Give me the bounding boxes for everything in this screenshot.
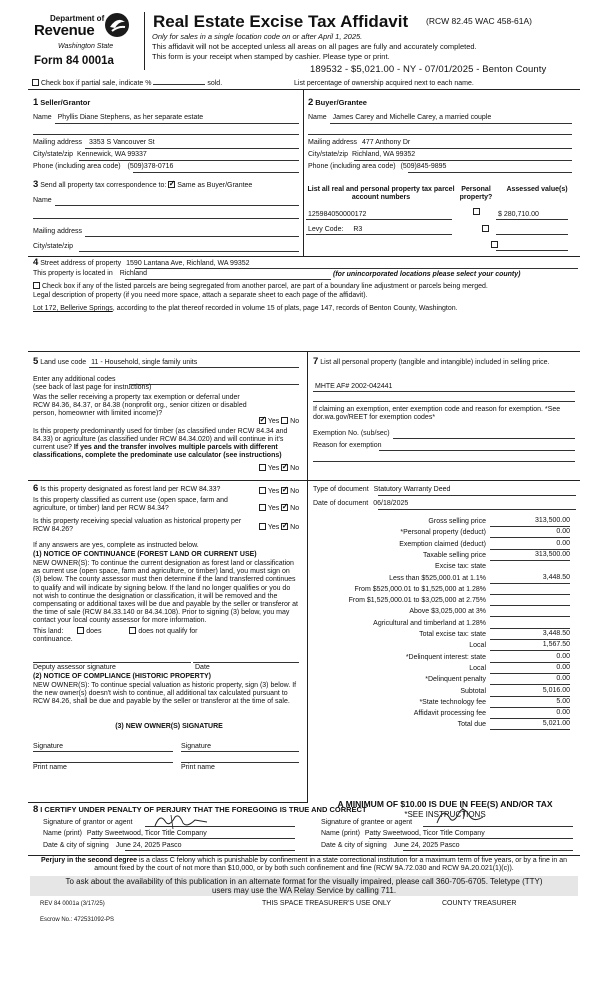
assessed-line-2 xyxy=(496,234,568,235)
tax-row-value[interactable]: 0.00 xyxy=(490,664,570,674)
new-owner-print-field-2[interactable] xyxy=(181,762,299,763)
rev-label: REV 84 0001a (3/17/25) xyxy=(40,901,105,907)
parcel-table xyxy=(306,186,576,256)
new-owner-signature-label-1: Signature xyxy=(33,743,63,750)
personal-property-col-header: Personal property? xyxy=(459,186,493,202)
tax-row-label: Subtotal xyxy=(460,687,486,695)
buyer-name-label: Name xyxy=(308,114,327,121)
located-row xyxy=(33,270,147,278)
tax-row-label: Agricultural and timberland at 1.28% xyxy=(373,619,486,627)
located-line xyxy=(125,279,331,280)
personal-property-checkbox-1[interactable] xyxy=(473,208,480,215)
partial-sale-label: Check box if partial sale, indicate % xyxy=(40,80,152,87)
additional-codes-note: (see back of last page for instructions) xyxy=(33,384,152,391)
grantee-date-field[interactable]: June 24, 2025 Pasco xyxy=(393,842,460,849)
dept-line2: Revenue xyxy=(34,22,95,39)
ownership-percent-note: List percentage of ownership acquired next to each name. xyxy=(294,80,474,87)
tax-row-label: Exemption claimed (deduct) xyxy=(399,540,486,548)
seller-name-label: Name xyxy=(33,114,52,121)
exemption-question: Was the seller receiving a property tax exemption or deferral under RCW 84.36, 84.37, or 84.38 (nonprofit org., senior citizen or disabled person, homeowner with limited income)? xyxy=(33,394,247,418)
timber-question xyxy=(33,428,305,460)
document-type-label: Type of document xyxy=(313,486,369,493)
located-note: (for unincorporated locations please select your county) xyxy=(333,271,521,278)
seller-phone-row xyxy=(33,163,173,171)
forest-q3-yes-checkbox[interactable] xyxy=(259,523,266,530)
forest-q1-yes-no xyxy=(259,487,299,496)
header-divider xyxy=(144,12,145,70)
buyer-name-row xyxy=(308,114,491,122)
correspondence-mail-label: Mailing address xyxy=(33,228,83,235)
forest-q2-yes-checkbox[interactable] xyxy=(259,504,266,511)
new-owner-signature-field-2[interactable] xyxy=(181,751,299,752)
assessed-line-3 xyxy=(496,250,568,251)
section5-top-rule xyxy=(28,351,580,352)
seller-phone-label: Phone (including area code) xyxy=(33,163,121,170)
header-bottom-rule xyxy=(28,89,580,90)
forest-q3: Is this property receiving special valuation as historical property per RCW 84.26? xyxy=(33,518,242,534)
segregated-row xyxy=(33,282,488,291)
buyer-mail-row xyxy=(308,139,410,147)
buyer-name-line-2 xyxy=(308,134,572,135)
buyer-city-field[interactable]: Richland, WA 99352 xyxy=(352,151,416,158)
tax-row-value[interactable]: 0.00 xyxy=(490,709,570,719)
certify-number: 8 xyxy=(33,804,39,815)
personal-property-label: List all personal property (tangible and intangible) included in selling price. xyxy=(320,359,550,366)
street-label: Street address of property xyxy=(40,260,122,267)
revenue-logo-icon xyxy=(104,12,130,38)
street-line xyxy=(135,268,578,269)
new-owner-print-field-1[interactable] xyxy=(33,762,173,763)
document-type-line xyxy=(378,495,576,496)
tax-row-value[interactable] xyxy=(490,607,570,617)
header-note-2: This affidavit will not be accepted unless all areas on all pages are fully and accurately completed. xyxy=(152,42,477,51)
parcel-line-2 xyxy=(306,234,452,235)
seller-mail-line xyxy=(85,148,299,149)
land-use-line xyxy=(89,367,299,368)
grantee-date-row xyxy=(321,842,460,850)
does-checkbox[interactable] xyxy=(77,627,84,634)
grantee-name-field[interactable]: Patty Sweetwood, Ticor Title Company xyxy=(364,830,485,837)
tax-row-value[interactable]: 5,016.00 xyxy=(490,687,570,697)
forest-if-yes: If any answers are yes, complete as instructed below. xyxy=(33,542,199,549)
certify-text: I CERTIFY UNDER PENALTY OF PERJURY THAT THE FOREGOING IS TRUE AND CORRECT xyxy=(40,805,367,814)
header xyxy=(28,10,600,90)
perjury-bold: Perjury in the second degree xyxy=(40,857,138,864)
seller-name-row xyxy=(33,114,299,122)
tax-row-value[interactable]: 313,500.00 xyxy=(490,551,570,561)
dept-line3: Washington State xyxy=(58,43,114,50)
seller-name-line xyxy=(55,123,299,124)
tax-row-value[interactable]: 1,567.50 xyxy=(490,641,570,651)
grantee-signature-label: Signature of grantee or agent xyxy=(321,819,413,826)
forest-q2-yes-no xyxy=(259,504,299,513)
tax-row-label: Local xyxy=(469,642,486,650)
tax-row-label: Affidavit processing fee xyxy=(413,710,486,718)
header-note-1: Only for sales in a single location code on or after April 1, 2025. xyxy=(152,32,363,41)
property-number: 4 xyxy=(33,257,39,268)
new-owner-signature-heading: (3) NEW OWNER(S) SIGNATURE xyxy=(115,723,223,730)
personal-property-checkbox-2[interactable] xyxy=(482,225,489,232)
personal-property-line xyxy=(313,391,575,392)
grantee-date-label: Date & city of signing xyxy=(321,842,387,849)
compliance-heading: (2) NOTICE OF COMPLIANCE (HISTORIC PROPERTY) xyxy=(33,673,211,680)
legal-description-label: Legal description of property (if you need more space, attach a separate sheet to each page of the affidavit). xyxy=(33,292,368,299)
continuance-label: continuance. xyxy=(33,636,73,643)
buyer-mail-field[interactable]: 477 Anthony Dr xyxy=(361,139,411,146)
personal-property-checkbox-3[interactable] xyxy=(491,241,498,248)
partial-sold-label: sold. xyxy=(207,80,223,87)
recording-stamp: 189532 - $5,021.00 - NY - 07/01/2025 - Benton County xyxy=(310,64,547,75)
tax-row-label: Less than $525,000.01 at 1.1% xyxy=(389,574,486,582)
personal-property-field[interactable]: MHTE AF# 2002-042441 xyxy=(315,383,393,390)
segregated-label: Check box if any of the listed parcels are being segregated from another parcel, are part of a boundary line adjustment or parcels being merged. xyxy=(41,283,488,290)
footer-top-rule xyxy=(28,855,580,856)
certify-section xyxy=(33,805,578,855)
exemption-number-label: Exemption No. (sub/sec) xyxy=(313,430,390,437)
forest-q2-no-label: No xyxy=(290,505,300,512)
tax-row-label: From $525,000.01 to $1,525,000 at 1.28% xyxy=(354,585,486,593)
section6-top-rule xyxy=(28,480,580,481)
same-as-buyer-checkbox[interactable] xyxy=(168,181,175,188)
correspondence-label: Send all property tax correspondence to: xyxy=(40,182,167,189)
forest-q1-yes-label: Yes xyxy=(267,488,280,495)
forest-q2: Is this property classified as current use (open space, farm and agriculture, or timber) land per RCW 84.34? xyxy=(33,497,228,513)
buyer-heading xyxy=(308,98,367,109)
seller-heading xyxy=(33,98,90,109)
assessed-value-1[interactable]: $ 280,710.00 xyxy=(498,211,539,218)
buyer-city-row xyxy=(308,151,415,159)
exemption-no-label: No xyxy=(290,418,300,425)
forest-q2-yes-label: Yes xyxy=(267,505,280,512)
property-section xyxy=(33,258,578,316)
this-land-row xyxy=(33,627,198,636)
timber-no-label: No xyxy=(290,465,300,472)
tax-row-value[interactable]: 0.00 xyxy=(490,540,570,550)
alt-format-note: To ask about the availability of this publication in an alternate format for the visually impaired, please call 360-705-6705. Teletype (TTY) users may use the WA Relay Service by calling 711. xyxy=(30,876,578,896)
new-owner-signature-field-1[interactable] xyxy=(33,751,173,752)
buyer-name-field[interactable]: James Carey and Michelle Carey, a married couple xyxy=(332,114,492,121)
seller-name-field[interactable]: Phyllis Diane Stephens, as her separate estate xyxy=(57,114,204,121)
partial-percent-field[interactable] xyxy=(153,77,205,85)
personal-property-heading xyxy=(313,357,575,368)
levy-row xyxy=(308,226,362,234)
buyer-name-line xyxy=(330,123,572,124)
form-title: Real Estate Excise Tax Affidavit xyxy=(153,12,409,31)
levy-code-field[interactable]: R3 xyxy=(353,226,363,233)
parcel-line-1 xyxy=(306,219,452,220)
tax-row-label: *Delinquent interest: state xyxy=(405,653,486,661)
perjury-rest: is a class C felony which is punishable by confinement in a state correctional institution for a maximum term of five years, or by a fine in an amount fixed by the court of not more than $10,000, or by both such confinement and fine (RCW 9A.72.030 and RCW 9A.20.021(1)(c)). xyxy=(94,857,567,873)
tax-row-value[interactable] xyxy=(490,619,570,629)
document-type-row xyxy=(313,486,450,494)
does-not-label: does not qualify for xyxy=(138,628,198,635)
buyer-phone-field[interactable]: (509)845-9895 xyxy=(400,163,447,170)
deputy-signature-label: Deputy assessor signature xyxy=(33,664,116,671)
grantee-name-line xyxy=(369,838,573,839)
document-type-field[interactable]: Statutory Warranty Deed xyxy=(373,486,451,493)
seller-city-field[interactable]: Kennewick, WA 99337 xyxy=(77,151,147,158)
buyer-section xyxy=(308,98,574,178)
forest-q3-yes-no xyxy=(259,523,299,532)
buyer-phone-label: Phone (including area code) xyxy=(308,163,396,170)
minimum-fee-note: A MINIMUM OF $10.00 IS DUE IN FEE(S) AND/OR TAX xyxy=(337,799,553,809)
tax-row-value[interactable]: 3,448.50 xyxy=(490,630,570,640)
exemption-reason-label: Reason for exemption xyxy=(313,442,382,449)
seller-city-label: City/state/zip xyxy=(33,151,74,158)
legal-rest: , according to the plat thereof recorded in volume 15 of plats, page 147, records of Benton County, Washington. xyxy=(112,305,458,312)
tax-row-value[interactable]: 0.00 xyxy=(490,675,570,685)
located-label: This property is located in xyxy=(33,270,113,277)
tax-row-label: Taxable selling price xyxy=(422,551,486,559)
form-rcw: (RCW 82.45 WAC 458-61A) xyxy=(426,16,532,26)
new-owner-print-label-2: Print name xyxy=(181,764,215,771)
assessed-line-1 xyxy=(496,219,568,220)
grantor-name-row xyxy=(43,830,207,838)
tax-row-label: Total due xyxy=(457,721,486,729)
levy-code-label: Levy Code: xyxy=(308,226,344,233)
tax-row-label: Above $3,025,000 at 3% xyxy=(409,608,486,616)
grantee-name-label: Name (print) xyxy=(321,830,360,837)
parcel-col-header: List all real and personal property tax parcel account numbers xyxy=(307,186,455,202)
personal-property-number: 7 xyxy=(313,356,319,367)
deputy-date-field[interactable] xyxy=(193,662,299,663)
same-as-buyer-label: Same as Buyer/Grantee xyxy=(177,182,253,189)
does-not-checkbox[interactable] xyxy=(129,627,136,634)
grantor-name-label: Name (print) xyxy=(43,830,82,837)
new-owner-signature-label-2: Signature xyxy=(181,743,211,750)
does-label: does xyxy=(86,628,102,635)
forest-q2-no-checkbox[interactable] xyxy=(281,504,288,511)
tax-row-label: *Personal property (deduct) xyxy=(400,529,486,537)
assessed-col-header: Assessed value(s) xyxy=(506,186,568,193)
additional-codes-label: Enter any additional codes xyxy=(33,376,116,383)
department-logo xyxy=(28,10,146,70)
forest-q3-yes-label: Yes xyxy=(267,524,280,531)
tax-row-label: Gross selling price xyxy=(428,518,486,525)
buyer-phone-row xyxy=(308,163,446,171)
forest-number: 6 xyxy=(33,483,39,494)
seller-section xyxy=(33,98,301,178)
segregated-checkbox[interactable] xyxy=(33,282,40,289)
section4-top-rule xyxy=(28,256,580,257)
forest-section xyxy=(33,484,305,802)
tax-row-value[interactable]: 0.00 xyxy=(490,528,570,538)
seller-mail-field[interactable]: 3353 S Vancouver St xyxy=(88,139,155,146)
forest-q1-no-checkbox[interactable] xyxy=(281,487,288,494)
form-number: Form 84 0001a xyxy=(34,55,114,67)
grantor-signature-image xyxy=(151,811,221,831)
treasurer-space-label: THIS SPACE TREASURER'S USE ONLY xyxy=(262,900,391,907)
legal-description-field[interactable] xyxy=(33,305,458,313)
deputy-date-label: Date xyxy=(195,664,210,671)
street-field[interactable]: 1590 Lantana Ave, Richland, WA 99352 xyxy=(126,260,250,267)
partial-sale-row xyxy=(32,77,222,88)
correspondence-section xyxy=(33,180,301,254)
perjury-note xyxy=(30,857,578,873)
correspondence-city-label: City/state/zip xyxy=(33,243,74,250)
correspondence-name-line-2 xyxy=(33,218,299,219)
tax-row-label: Total excise tax: state xyxy=(419,631,486,638)
exemption-reason-line-2 xyxy=(313,461,575,462)
tax-row-value[interactable]: 5,021.00 xyxy=(490,720,570,730)
this-land-label: This land: xyxy=(33,628,64,635)
exemption-no-checkbox[interactable] xyxy=(281,417,288,424)
buyer-title: Buyer/Grantee xyxy=(315,98,367,107)
tax-row-value[interactable]: 0.00 xyxy=(490,653,570,663)
exemption-see-text: *See dor.wa.gov/REET for exemption codes* xyxy=(313,406,561,422)
tax-row-label: *State technology fee xyxy=(419,698,486,706)
continuance-text: NEW OWNER(S): To continue the current designation as forest land or classification as current use (open space, farm and agriculture, or timber) land, you must sign on (3) below. The county assessor must then determine if the land transferred continues to qualify and will indicate by signing below. If the land no longer qualifies or you do not wish to continue the designation or classification, it will be removed and the compensating or additional taxes will be due and payable by the seller or transferor at the time of sale (RCW 84.33.140 or 84.34.108). Prior to signing (3) below, you may contact your local county assessor for more information. xyxy=(33,560,298,625)
grantor-signature-label: Signature of grantor or agent xyxy=(43,819,133,826)
located-field[interactable]: Richland xyxy=(119,270,147,277)
correspondence-city-field[interactable] xyxy=(79,251,299,252)
exemption-reason-field[interactable] xyxy=(379,450,575,451)
grantee-name-row xyxy=(321,830,485,838)
tax-row-value[interactable]: 3,448.50 xyxy=(490,574,570,584)
timber-no-checkbox[interactable] xyxy=(281,464,288,471)
exemption-yes-label: Yes xyxy=(267,418,280,425)
forest-q1 xyxy=(33,484,255,495)
land-use-label: Land use code xyxy=(40,359,87,366)
grantor-name-line xyxy=(91,838,295,839)
continuance-heading: (1) NOTICE OF CONTINUANCE (FOREST LAND OR CURRENT USE) xyxy=(33,551,257,558)
grantee-date-line xyxy=(403,850,573,851)
timber-question-b: If yes and the transfer involves multiple parcels with different classifications, complete the predominate use calculator (see instructions) xyxy=(33,444,282,460)
personal-property-line-2 xyxy=(313,401,575,402)
center-divider-top xyxy=(303,90,304,256)
seller-title: Seller/Grantor xyxy=(40,98,91,107)
grantor-name-field[interactable]: Patty Sweetwood, Ticor Title Company xyxy=(86,830,207,837)
grantor-date-row xyxy=(43,842,182,850)
document-date-line xyxy=(378,509,576,510)
legal-lot: Lot 172, Bellerive Springs xyxy=(33,305,113,312)
correspondence-heading xyxy=(33,180,252,191)
forest-q1-no-label: No xyxy=(290,488,300,495)
buyer-city-line xyxy=(354,160,572,161)
document-date-label: Date of document xyxy=(313,500,369,507)
new-owner-print-label-1: Print name xyxy=(33,764,67,771)
exemption-claim-label xyxy=(313,406,575,422)
escrow-number: Escrow No.: 472531092-PS xyxy=(40,917,115,923)
exemption-claim-text: If claiming an exemption, enter exemption code and reason for exemption. xyxy=(313,406,543,413)
seller-city-row xyxy=(33,151,147,159)
county-treasurer-label: COUNTY TREASURER xyxy=(442,900,517,907)
exemption-yes-checkbox[interactable] xyxy=(259,417,266,424)
section8-top-rule xyxy=(28,802,308,803)
seller-mail-label: Mailing address xyxy=(33,139,83,146)
timber-yes-checkbox[interactable] xyxy=(259,464,266,471)
land-use-number: 5 xyxy=(33,356,39,367)
grantor-date-field[interactable]: June 24, 2025 Pasco xyxy=(115,842,182,849)
document-date-row xyxy=(313,500,408,508)
grantor-date-line xyxy=(125,850,295,851)
document-date-field[interactable]: 06/18/2025 xyxy=(373,500,409,507)
timber-yes-no xyxy=(259,464,299,473)
seller-number: 1 xyxy=(33,97,39,108)
forest-q3-no-checkbox[interactable] xyxy=(281,523,288,530)
buyer-mail-label: Mailing address xyxy=(308,139,358,146)
correspondence-mail-field[interactable] xyxy=(85,236,299,237)
buyer-phone-line xyxy=(408,172,572,173)
compliance-text: NEW OWNER(S): To continue special valuation as historic property, sign (3) below. If the new owner(s) doesn't wish to continue, all additional tax calculated pursuant to RCW 84.26, shall be due and payable by the seller or transferor at the time of sale. xyxy=(33,682,297,706)
seller-phone-field[interactable]: (509)378-0716 xyxy=(127,163,174,170)
tax-row-value[interactable]: 313,500.00 xyxy=(490,517,570,527)
timber-yes-label: Yes xyxy=(267,465,280,472)
forest-q1-text: Is this property designated as forest land per RCW 84.33? xyxy=(40,486,221,493)
tax-row-label: From $1,525,000.01 to $3,025,000 at 2.75% xyxy=(348,597,486,605)
tax-row-label: Local xyxy=(469,664,486,672)
timber-question-a: Is this property predominantly used for timber (as classified under RCW 84.34 and 84.33) or agriculture (as classified under RCW 84.34.020) and will continue in it's current use? xyxy=(33,428,288,452)
forest-q3-no-label: No xyxy=(290,524,300,531)
correspondence-name-label: Name xyxy=(33,197,52,204)
dept-line1: Department of xyxy=(50,14,105,23)
seller-name-line-2 xyxy=(33,134,299,135)
seller-phone-line xyxy=(133,172,299,173)
seller-mail-row xyxy=(33,139,155,147)
buyer-number: 2 xyxy=(308,97,314,108)
buyer-city-label: City/state/zip xyxy=(308,151,349,158)
correspondence-number: 3 xyxy=(33,179,39,190)
partial-sale-checkbox[interactable] xyxy=(32,79,39,86)
tax-row-value[interactable] xyxy=(490,585,570,595)
tax-row-value[interactable] xyxy=(490,596,570,606)
grantor-date-label: Date & city of signing xyxy=(43,842,109,849)
correspondence-name-field[interactable] xyxy=(55,205,299,206)
deputy-signature-field[interactable] xyxy=(33,662,191,663)
forest-q1-yes-checkbox[interactable] xyxy=(259,487,266,494)
tax-row-value[interactable]: 5.00 xyxy=(490,698,570,708)
seller-city-line xyxy=(79,160,299,161)
parcel-number-1[interactable]: 125984050000172 xyxy=(308,211,367,218)
see-instructions-note: *SEE INSTRUCTIONS xyxy=(404,810,486,819)
personal-property-section xyxy=(313,357,578,477)
exemption-yes-no xyxy=(259,417,299,426)
header-note-3: This form is your receipt when stamped by cashier. Please type or print. xyxy=(152,52,390,61)
exemption-number-field[interactable] xyxy=(393,438,575,439)
land-use-field[interactable]: 11 - Household, single family units xyxy=(91,359,198,366)
buyer-mail-line xyxy=(360,148,572,149)
land-use-section xyxy=(33,357,305,477)
grantee-signature-image xyxy=(433,805,503,827)
tax-row-label: *Delinquent penalty xyxy=(425,676,486,684)
additional-codes-field[interactable] xyxy=(129,384,299,385)
center-divider-mid xyxy=(307,352,308,802)
tax-row-label: Excise tax: state xyxy=(435,563,486,571)
